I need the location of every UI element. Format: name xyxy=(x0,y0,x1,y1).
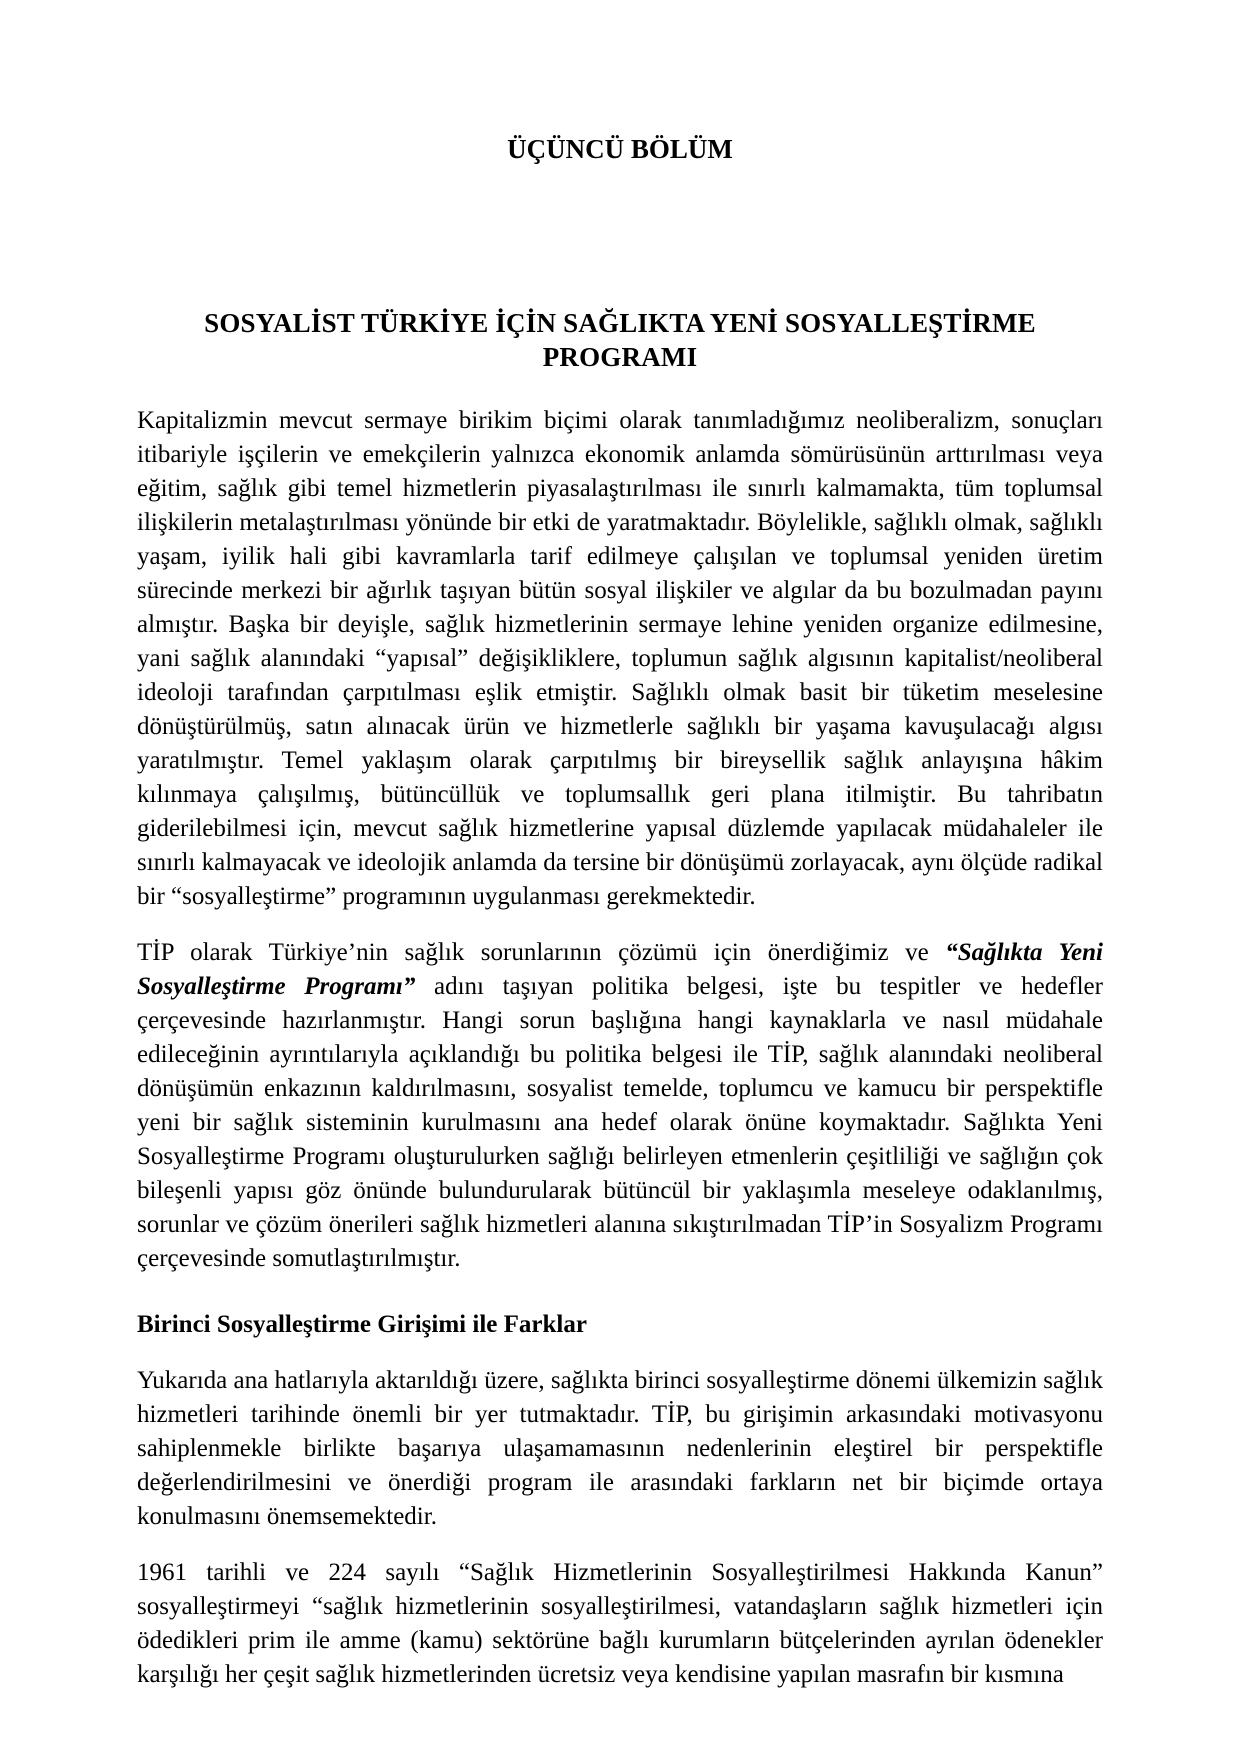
program-name-emphasis: “Sağlıkta Yeni Sosyalleştirme Programı” xyxy=(137,939,1103,1000)
paragraph-birinci-donem: Yukarıda ana hatlarıyla aktarıldığı üzere, sağlıkta birinci sosyalleştirme dönemi ülkemizin sağlık hizmetleri tarihinde önemli bir yer tutmaktadır. TİP, bu girişimin arkasındaki motivasyonu sahiplenmekle birlikte başarıya ulaşamamasının nedenlerinin eleştirel bir perspektifle değerlendirilmesini ve önerdiği program ile arasındaki farkların net bir biçimde ortaya konulmasını önemsemektedir. xyxy=(137,1367,1103,1530)
paragraph-neoliberalizm: Kapitalizmin mevcut sermaye birikim biçimi olarak tanımladığımız neoliberalizm, sonuçları itibariyle işçilerin ve emekçilerin yalnızca ekonomik anlamda sömürüsünün arttırılması veya eğitim, sağlık gibi temel hizmetlerin piyasalaştırılması ile sınırlı kalmamakta, tüm toplumsal ilişkilerin metalaştırılması yönünde bir etki de yaratmaktadır. Böylelikle, sağlıklı olmak, sağlıklı yaşam, iyilik hali gibi kavramlarla tarif edilmeye çalışılan ve toplumsal yeniden üretim sürecinde merkezi bir ağırlık taşıyan bütün sosyal ilişkiler ve algılar da bu bozulmadan payını almıştır. Başka bir deyişle, sağlık hizmetlerinin sermaye lehine yeniden organize edilmesine, yani sağlık alanındaki “yapısal” değişikliklere, toplumun sağlık algısının kapitalist/neoliberal ideoloji tarafından çarpıtılması eşlik etmiştir. Sağlıklı olmak basit bir tüketim meselesine dönüştürülmüş, satın alınacak ürün ve hizmetlerle sağlıklı bir yaşama kavuşulacağı algısı yaratılmıştır. Temel yaklaşım olarak çarpıtılmış bir bireysellik sağlık anlayışına hâkim kılınmaya çalışılmış, bütüncüllük ve toplumsallık geri plana itilmiştir. Bu tahribatın giderilebilmesi için, mevcut sağlık hizmetlerine yapısal düzlemde yapılacak müdahaleler ile sınırlı kalmayacak ve ideolojik anlamda da tersine bir dönüşümü zorlayacak, aynı ölçüde radikal bir “sosyalleştirme” programının uygulanması gerekmektedir. xyxy=(137,407,1103,910)
document-title: SOSYALİST TÜRKİYE İÇİN SAĞLIKTA YENİ SOSYALLEŞTİRME PROGRAMI xyxy=(204,308,1036,372)
paragraph-kanun-1961: 1961 tarihli ve 224 sayılı “Sağlık Hizmetlerinin Sosyalleştirilmesi Hakkında Kanun” sosyalleştirmeyi “sağlık hizmetlerinin sosyalleştirilmesi, vatandaşların sağlık hizmetleri için ödedikleri prim ile amme (kamu) sektörüne bağlı kurumların bütçelerinden ayrılan ödenekler karşılığı her çeşit sağlık hizmetlerinden ücretsiz veya kendisine yapılan masrafın bir kısmına xyxy=(137,1559,1103,1688)
paragraph-program-lead: TİP olarak Türkiye’nin sağlık sorunlarının çözümü için önerdiğimiz ve xyxy=(137,939,946,966)
paragraph-program xyxy=(137,936,1103,1276)
paragraph-program-rest: adını taşıyan politika belgesi, işte bu tespitler ve hedefler çerçevesinde hazırlanmıştır. Hangi sorun başlığına hangi kaynaklarla ve nasıl müdahale edileceğinin ayrıntılarıyla açıklandığı bu politika belgesi ile TİP, sağlık alanındaki neoliberal dönüşümün enkazının kaldırılmasını, sosyalist temelde, toplumcu ve kamucu bir perspektifle yeni bir sağlık sisteminin kurulmasını ana hedef olarak önüne koymaktadır. Sağlıkta Yeni Sosyalleştirme Programı oluşturulurken sağlığı belirleyen etmenlerin çeşitliliği ve sağlığın çok bileşenli yapısı göz önünde bulundurularak bütüncül bir yaklaşımla meseleye odaklanılmış, sorunlar ve çözüm önerileri sağlık hizmetleri alanına sıkıştırılmadan TİP’in Sosyalizm Programı çerçevesinde somutlaştırılmıştır. xyxy=(137,973,1103,1272)
section-heading-farklar: Birinci Sosyalleştirme Girişimi ile Farklar xyxy=(137,1311,587,1338)
chapter-heading: ÜÇÜNCÜ BÖLÜM xyxy=(507,134,733,164)
